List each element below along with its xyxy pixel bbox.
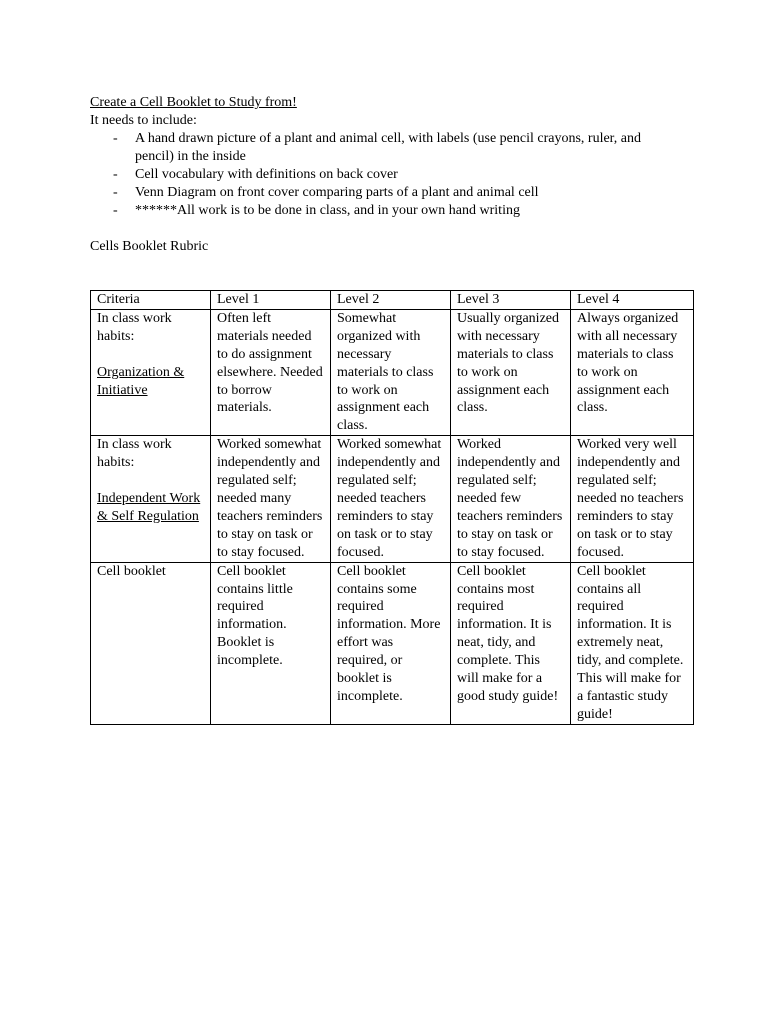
level-1-cell: Worked somewhat independently and regulated self; needed many teachers reminders to stay on task or to stay focused. xyxy=(211,436,331,562)
criteria-label: In class work habits: xyxy=(97,437,172,471)
rubric-table xyxy=(90,290,694,725)
criteria-sublabel: Independent Work & Self Regulation xyxy=(97,491,201,524)
level-1-cell: Often left materials needed to do assignment elsewhere. Needed to borrow materials. xyxy=(211,309,331,435)
table-row xyxy=(91,562,694,724)
level-3-cell: Worked independently and regulated self; needed few teachers reminders to stay on task or to stay focused. xyxy=(451,436,571,562)
criteria-sublabel: Organization & Initiative xyxy=(97,364,185,398)
level-3-cell: Usually organized with necessary materials to class to work on assignment each class. xyxy=(451,309,571,435)
level-2-cell: Cell booklet contains some required information. More effort was required, or booklet is incomplete. xyxy=(331,562,451,724)
list-item xyxy=(90,184,680,202)
rubric-title: Cells Booklet Rubric xyxy=(90,239,209,254)
requirement-text: ******All work is to be done in class, and in your own hand writing xyxy=(135,203,520,218)
level-4-cell: Worked very well independently and regulated self; needed no teachers reminders to stay on task or to stay focused. xyxy=(571,436,694,562)
header-level-2: Level 2 xyxy=(331,291,451,310)
bullet-dash: - xyxy=(113,185,118,200)
document-title: Create a Cell Booklet to Study from! xyxy=(90,95,297,110)
bullet-dash: - xyxy=(113,167,118,182)
table-row xyxy=(91,436,694,562)
criteria-cell xyxy=(91,436,211,562)
header-criteria: Criteria xyxy=(91,291,211,310)
level-4-cell: Always organized with all necessary materials to class to work on assignment each class. xyxy=(571,309,694,435)
table-header-row xyxy=(91,291,694,310)
header-level-4: Level 4 xyxy=(571,291,694,310)
table-row xyxy=(91,309,694,435)
requirement-text: Venn Diagram on front cover comparing parts of a plant and animal cell xyxy=(135,185,539,200)
header-level-3: Level 3 xyxy=(451,291,571,310)
document-page xyxy=(90,94,700,722)
requirement-text: A hand drawn picture of a plant and animal cell, with labels (use pencil crayons, ruler, and pencil) in the inside xyxy=(135,131,641,164)
bullet-dash: - xyxy=(113,131,118,146)
requirements-list xyxy=(90,130,700,220)
level-1-cell: Cell booklet contains little required information. Booklet is incomplete. xyxy=(211,562,331,724)
level-2-cell: Worked somewhat independently and regulated self; needed teachers reminders to stay on task or to stay focused. xyxy=(331,436,451,562)
criteria-label: In class work habits: xyxy=(97,310,172,344)
requirement-text: Cell vocabulary with definitions on back cover xyxy=(135,167,398,182)
bullet-dash: - xyxy=(113,203,118,218)
criteria-cell xyxy=(91,562,211,724)
level-4-cell: Cell booklet contains all required information. It is extremely neat, tidy, and complete. This will make for a fantastic study guide! xyxy=(571,562,694,724)
criteria-label: Cell booklet xyxy=(97,563,166,579)
intro-text: It needs to include: xyxy=(90,113,197,128)
header-level-1: Level 1 xyxy=(211,291,331,310)
list-item xyxy=(90,130,680,166)
level-2-cell: Somewhat organized with necessary materials to class to work on assignment each class. xyxy=(331,309,451,435)
level-3-cell: Cell booklet contains most required information. It is neat, tidy, and complete. This will make for a good study guide! xyxy=(451,562,571,724)
list-item xyxy=(90,166,680,184)
criteria-cell xyxy=(91,309,211,435)
list-item xyxy=(90,202,680,220)
